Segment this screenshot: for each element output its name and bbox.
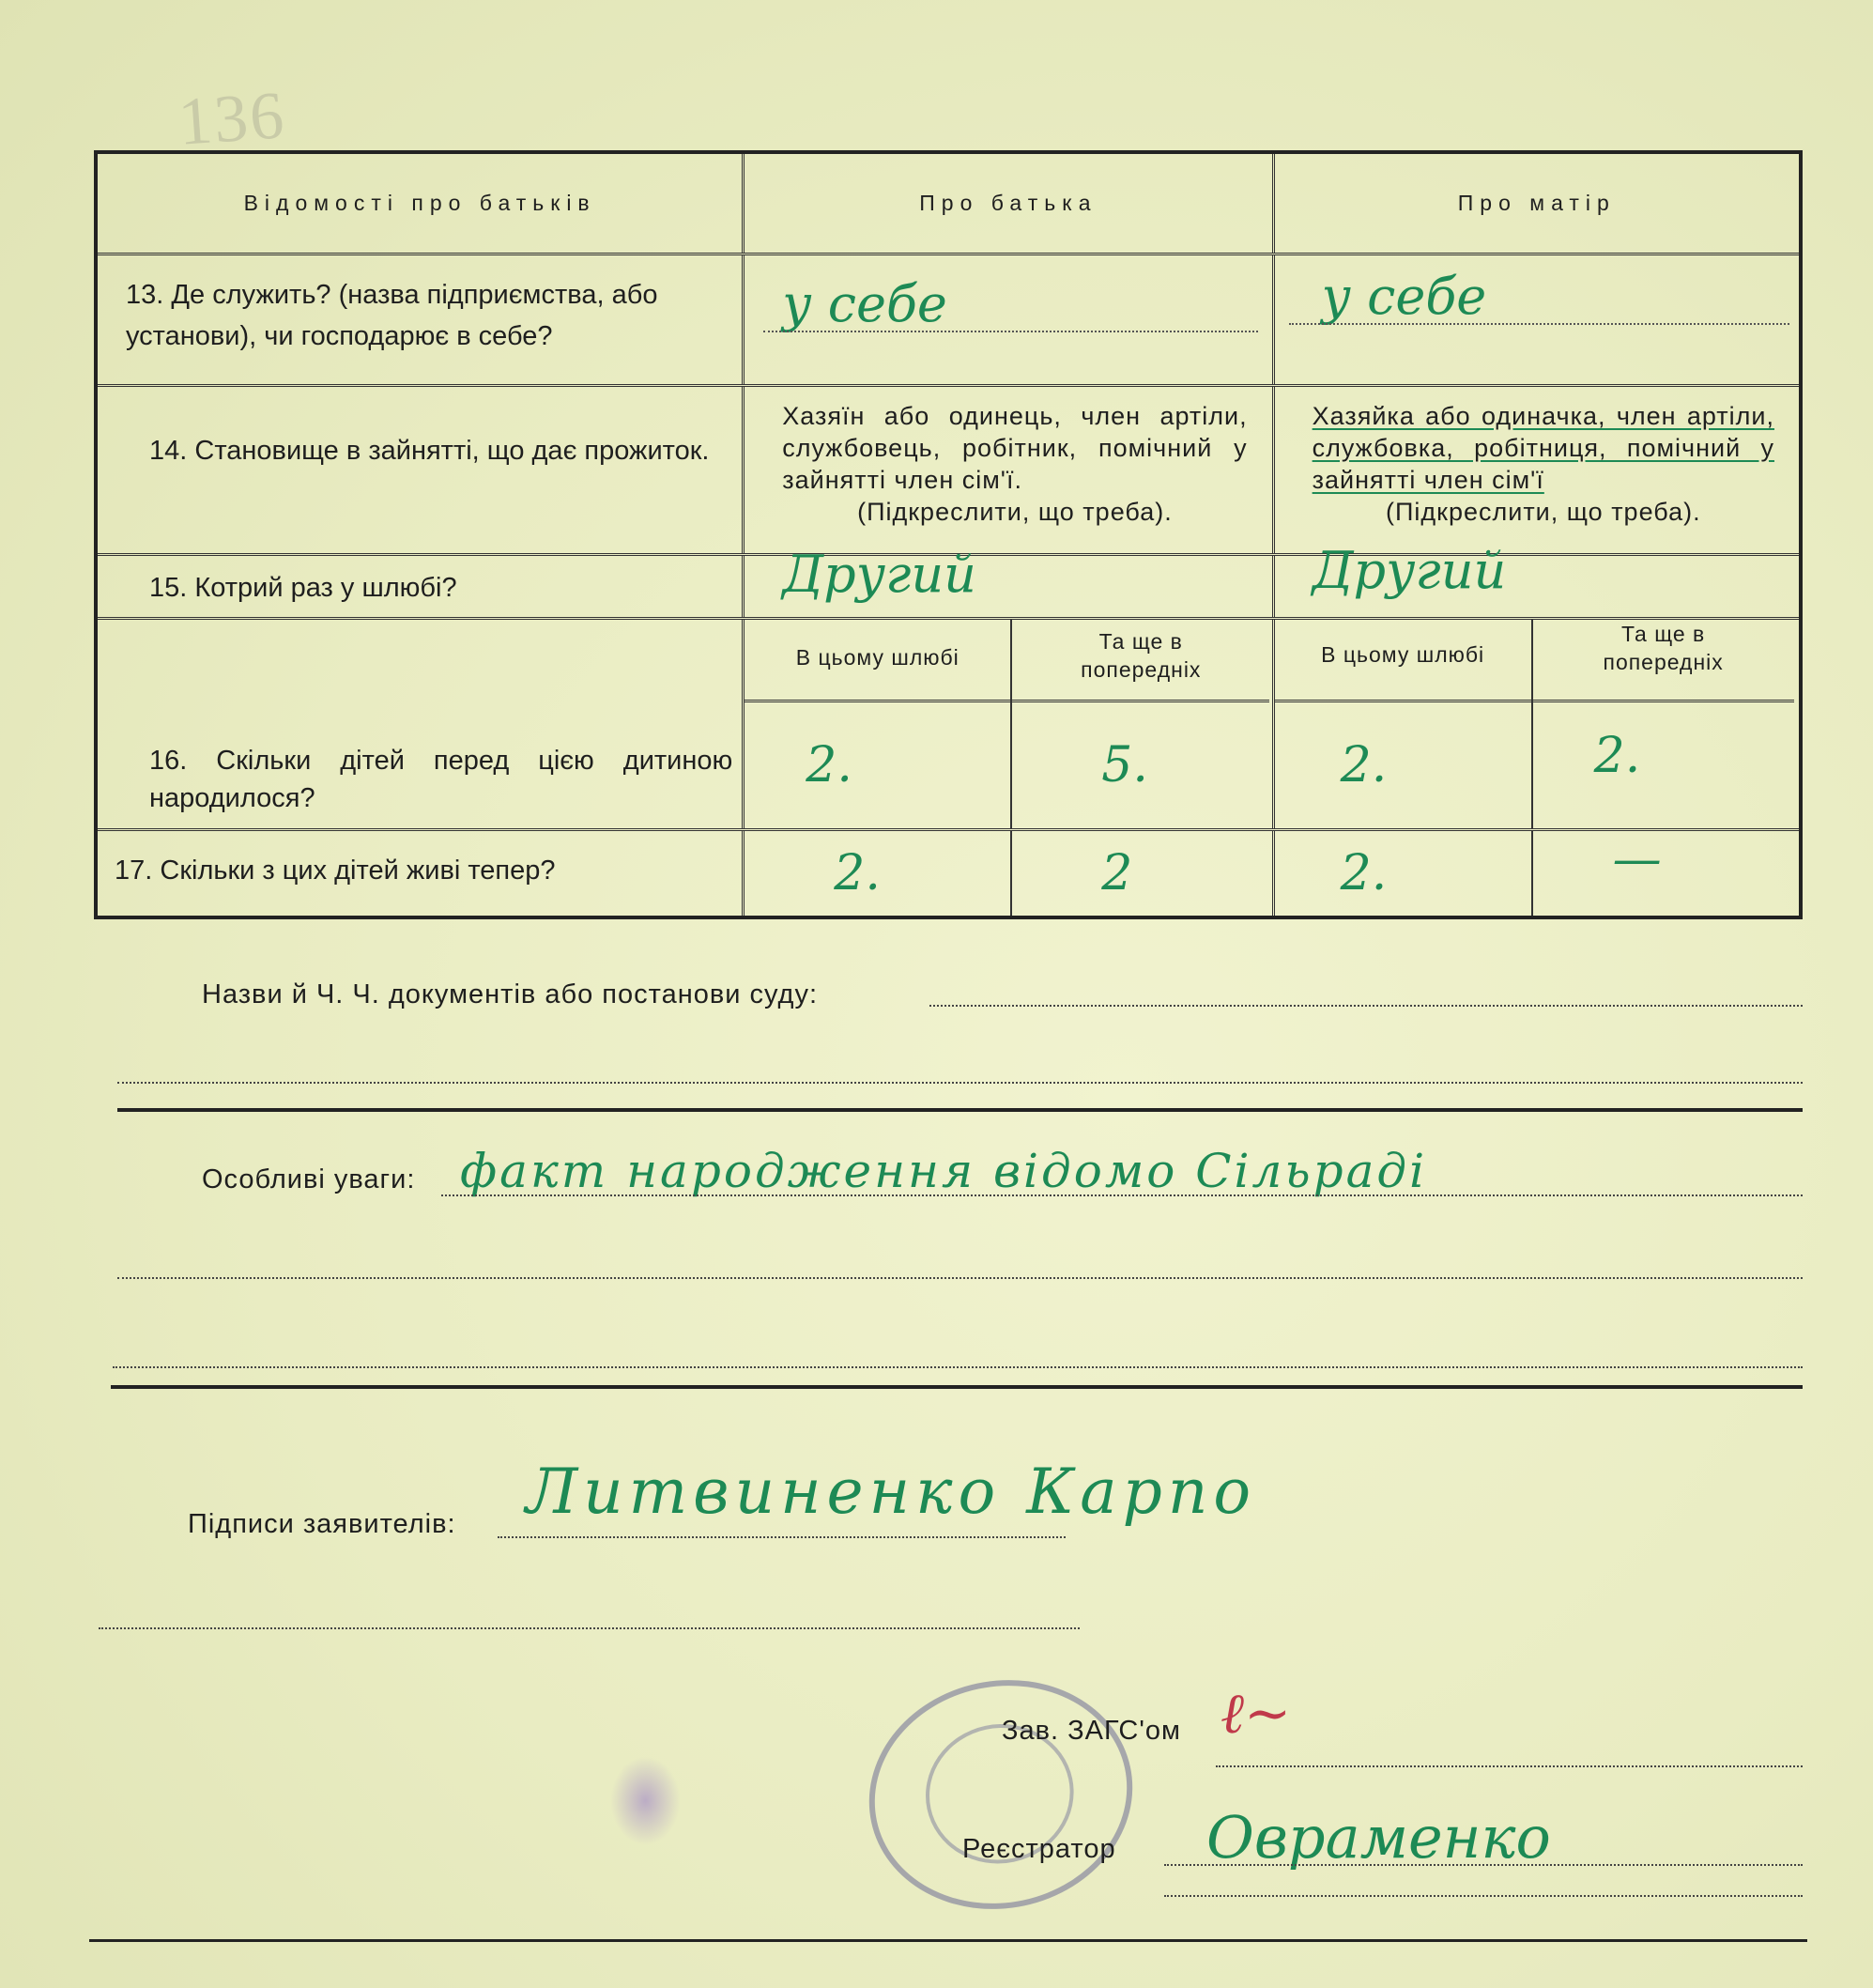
official-stamp — [848, 1656, 1154, 1933]
row-q17 — [98, 831, 1799, 916]
dotted-line — [763, 331, 1257, 332]
q13-mother-cell — [1275, 255, 1799, 384]
q17-label: 17. Скільки з цих дітей живі тепер? — [98, 831, 745, 916]
dotted-line — [498, 1536, 1066, 1538]
q16-father-prev-cell — [1012, 620, 1269, 828]
q15-mother-answer: Другий — [1312, 541, 1507, 600]
q14-father-note: (Підкреслити, що треба). — [857, 498, 1173, 526]
q16-label: 16. Скільки дітей перед цією дитиною народилося? — [98, 620, 745, 828]
row-q13 — [98, 255, 1799, 387]
q16-father-cell — [745, 620, 1274, 828]
q13-father-cell — [745, 255, 1274, 384]
dotted-line — [117, 1082, 1803, 1084]
bottom-rule — [89, 1939, 1807, 1942]
q17-mother-prev-value: — — [1612, 831, 1662, 887]
q16-mother-prev-header: Та ще в попередніх — [1533, 620, 1794, 702]
q16-mother-prev-value: 2. — [1593, 728, 1641, 784]
q15-mother-cell — [1275, 541, 1799, 617]
q16-father-this-value: 2. — [806, 737, 852, 794]
dotted-line — [441, 1194, 1803, 1196]
q14-mother-options-text: Хазяйка або одиначка, член артіли, службовка, робітниця, помічний у зайнятті член сім'ї — [1312, 402, 1775, 494]
documents-label: Назви й Ч. Ч. документів або постанови суду: — [202, 979, 819, 1009]
dotted-line — [117, 1277, 1803, 1279]
q15-label: 15. Котрий раз у шлюбі? — [98, 556, 745, 617]
table-header-row — [98, 154, 1799, 255]
q13-label: 13. Де служить? (назва підприємства, або установи), чи господарює в себе? — [98, 255, 745, 384]
q14-mother-note: (Підкреслити, що треба). — [1385, 498, 1701, 526]
q16-father-this-header: В цьому шлюбі — [745, 620, 1010, 702]
q16-father-prev-value: 5. — [1101, 737, 1148, 794]
ink-blot — [610, 1756, 681, 1845]
q14-father-options — [745, 387, 1274, 553]
q16-mother-cell — [1275, 620, 1799, 828]
q16-mother-prev-cell — [1533, 620, 1794, 828]
parents-info-table — [94, 150, 1803, 919]
row-q16 — [98, 620, 1799, 831]
header-about-father: Про батька — [745, 154, 1274, 253]
zags-head-signature-mark: ℓ~ — [1221, 1681, 1292, 1747]
header-about-mother: Про матір — [1457, 191, 1616, 215]
dotted-line — [99, 1627, 1080, 1629]
zags-head-label: Зав. ЗАГС'ом — [1002, 1716, 1181, 1746]
q16-mother-this-cell — [1275, 620, 1533, 828]
header-parents-info: Відомості про батьків — [98, 154, 745, 253]
dotted-line — [1289, 323, 1789, 325]
q16-father-prev-header: Та ще в попередніх — [1012, 620, 1269, 702]
q17-mother-this-value: 2. — [1340, 845, 1388, 902]
row-q14 — [98, 387, 1799, 556]
q14-label: 14. Становище в зайнятті, що дає прожиток. — [98, 387, 745, 553]
q16-father-this-cell — [745, 620, 1012, 828]
dotted-line — [1216, 1765, 1803, 1767]
q16-mother-this-header: В цьому шлюбі — [1275, 620, 1531, 702]
row-q15 — [98, 541, 1799, 620]
dotted-line — [1164, 1864, 1803, 1866]
dotted-line — [113, 1366, 1803, 1368]
q15-father-answer: Другий — [782, 545, 976, 604]
q17-mother-cell — [1275, 831, 1799, 916]
section-divider — [111, 1385, 1803, 1389]
registrar-label: Реєстратор — [962, 1834, 1116, 1864]
q17-father-this-value: 2. — [834, 845, 881, 902]
signatures-label: Підписи заявителів: — [188, 1509, 456, 1539]
q13-father-answer: у себе — [782, 274, 947, 333]
dotted-line — [1164, 1895, 1803, 1897]
q14-mother-options — [1275, 387, 1799, 553]
q17-father-cell — [745, 831, 1274, 916]
archive-page-number: 136 — [176, 77, 288, 160]
applicants-signature: Литвиненко Карпо — [526, 1456, 1257, 1528]
q16-mother-this-value: 2. — [1340, 737, 1388, 794]
q15-father-cell — [745, 545, 1274, 617]
dotted-line — [929, 1005, 1803, 1007]
remarks-label: Особливі уваги: — [202, 1164, 416, 1194]
registrar-signature: Овраменко — [1206, 1803, 1551, 1872]
remarks-value: факт народження відомо Сільраді — [460, 1144, 1428, 1198]
q13-mother-answer: у себе — [1321, 267, 1487, 326]
q14-father-options-text: Хазяїн або одинець, член артіли, службовець, робітник, помічний у зайнятті член сім'ї. — [782, 402, 1248, 494]
q17-father-prev-value: 2 — [1101, 845, 1133, 902]
section-divider — [117, 1108, 1803, 1112]
